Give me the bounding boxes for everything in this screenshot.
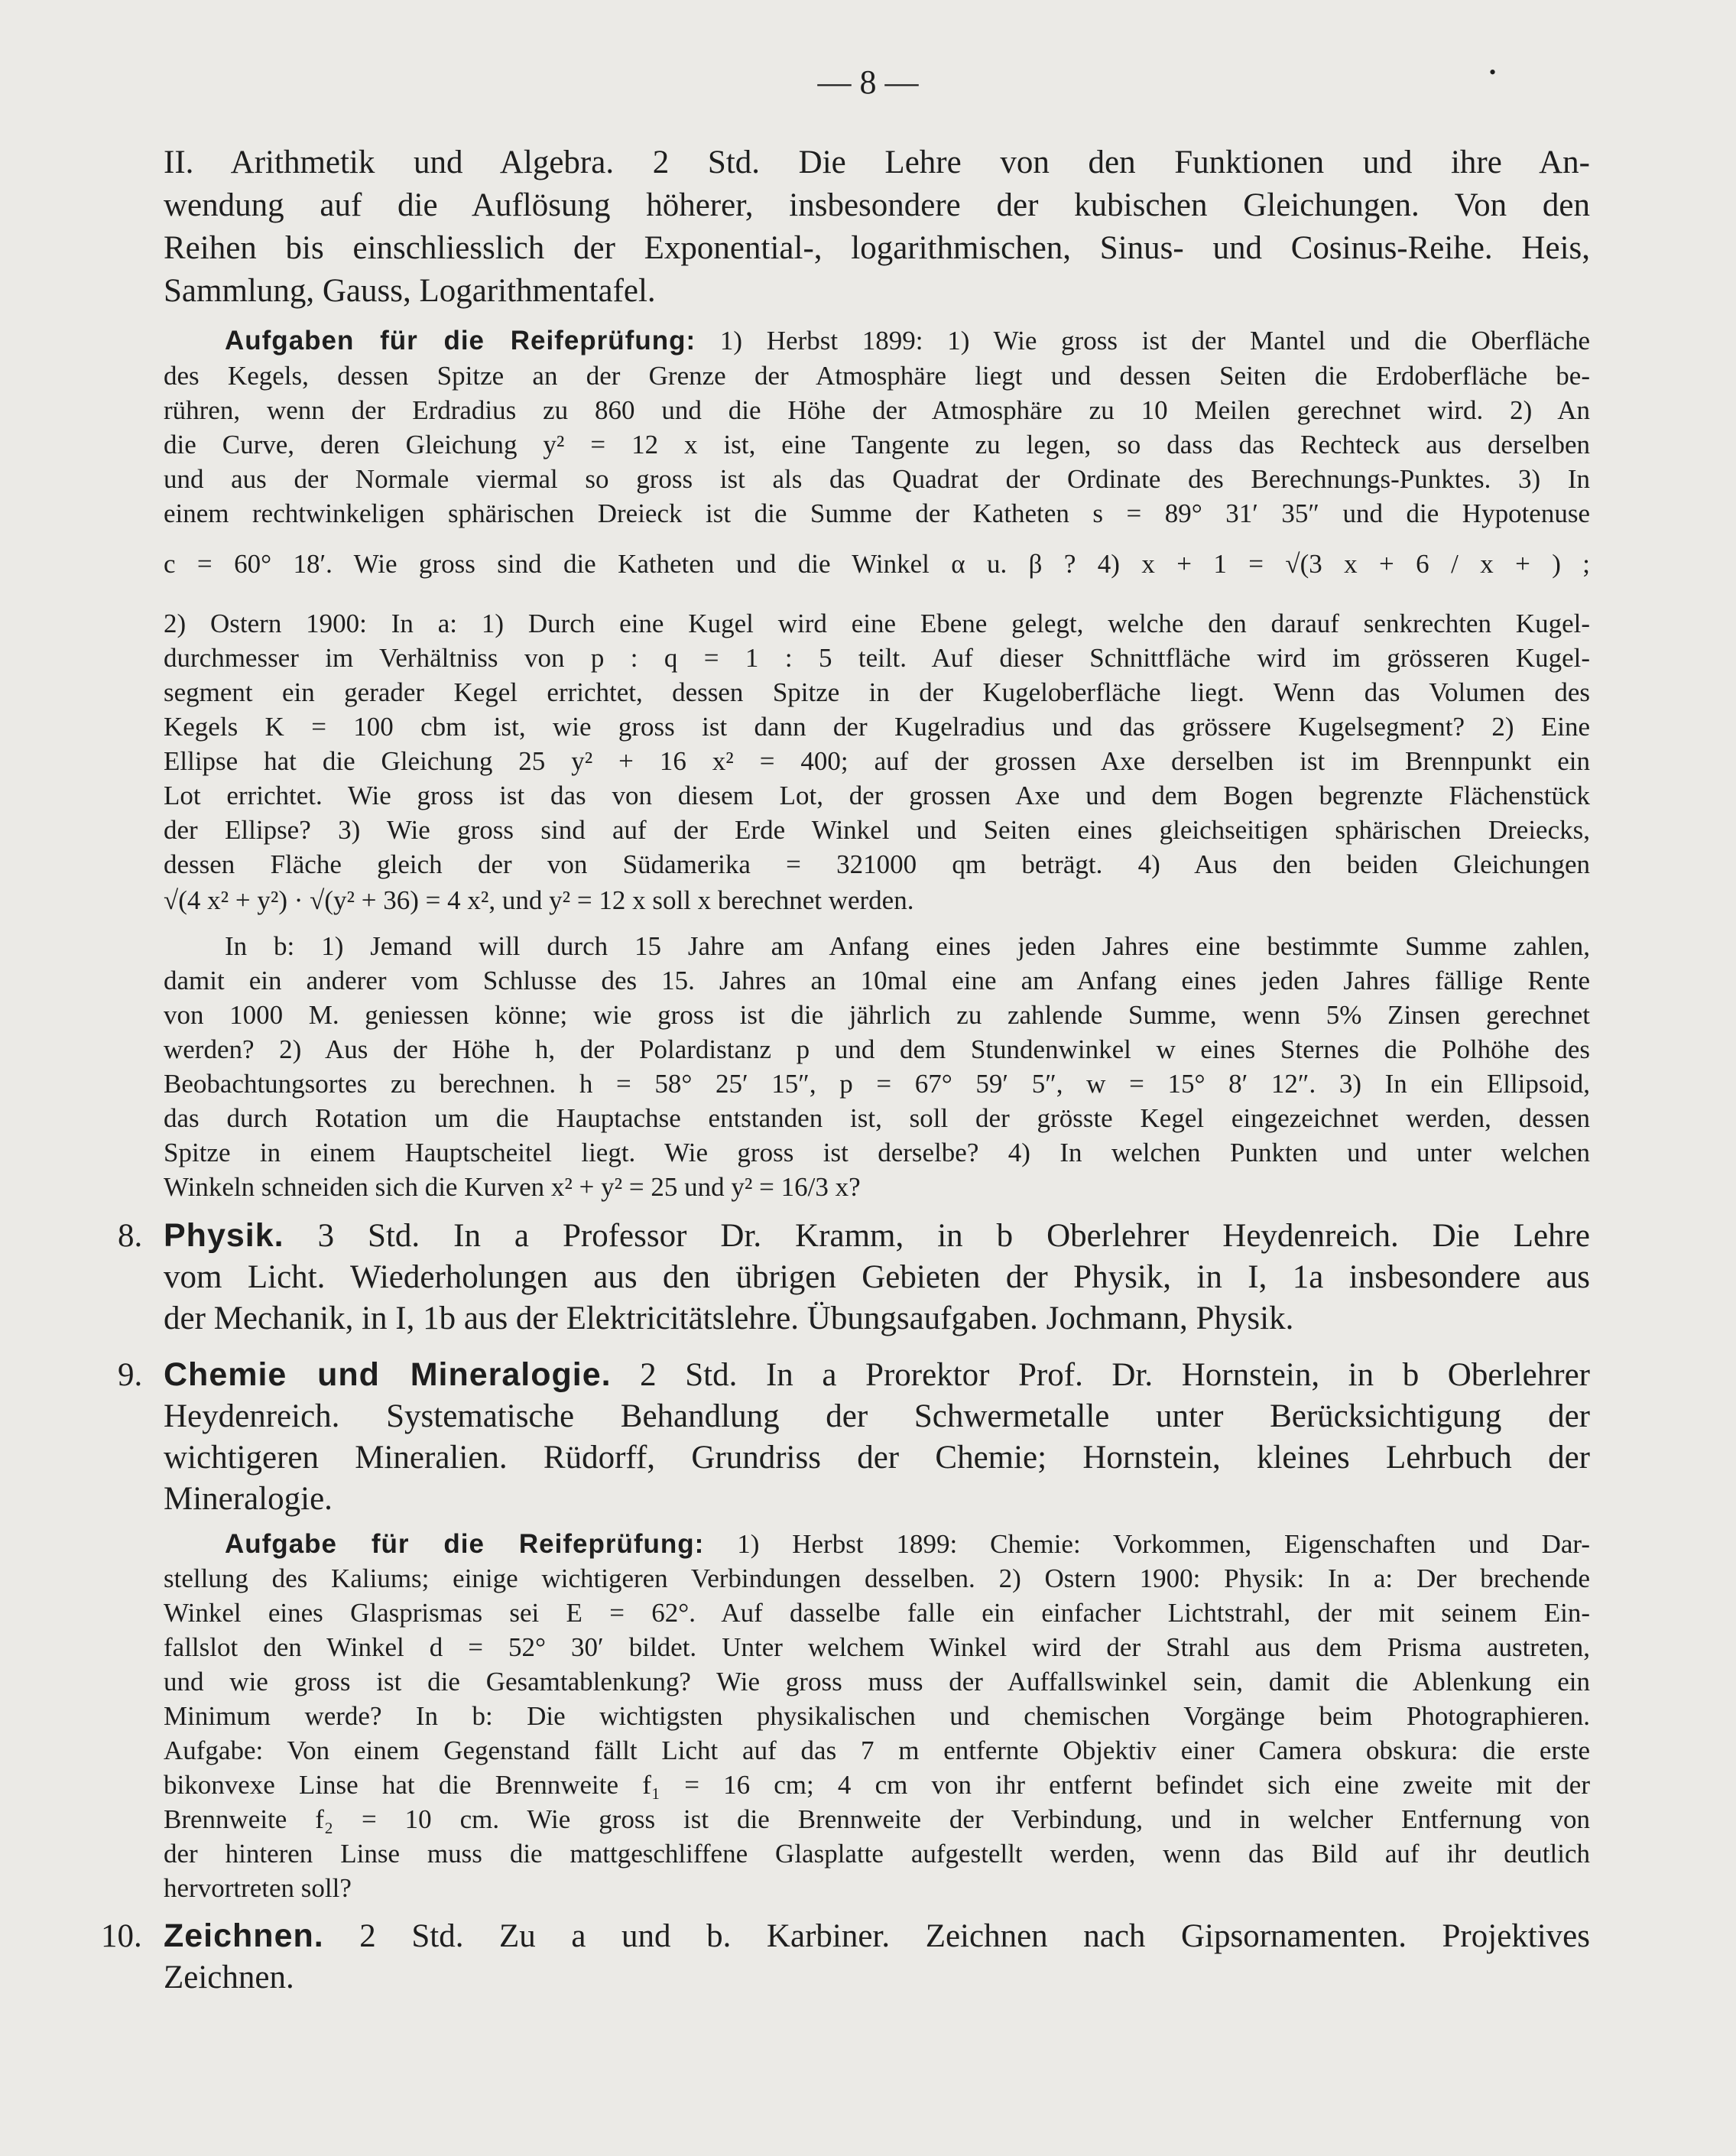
arith-tasks-line-24: Winkeln schneiden sich die Kurven x² + y² = 25 und y² = 16/3 x?	[164, 1172, 861, 1202]
arith-tasks-line-9: durchmesser im Verhältniss von p : q = 1 : 5 teilt. Auf dieser Schnittfläche wird im grösseren Kugel-	[164, 643, 1590, 673]
zeichnen-number: 10.	[101, 1918, 142, 1954]
chemie-tasks-line-4: fallslot den Winkel d = 52° 30′ bildet. Unter welchem Winkel wird der Strahl aus dem Prisma austreten,	[164, 1632, 1590, 1662]
chemie-tasks-line-7: Aufgabe: Von einem Gegenstand fällt Licht auf das 7 m entfernte Objektiv einer Camera obskura: die erste	[164, 1736, 1590, 1765]
chemie-tasks-line-1: 1) Herbst 1899: Chemie: Vorkommen, Eigenschaften und Dar-	[737, 1529, 1590, 1559]
arith-tasks-line-16: √(4 x² + y²) · √(y² + 36) = 4 x², und y² = 12 x soll x berechnet werden.	[164, 885, 914, 915]
zeichnen-line-1: 2 Std. Zu a und b. Karbiner. Zeichnen nach Gipsornamenten. Projektives	[359, 1918, 1590, 1954]
chemie-tasks-line-3: Winkel eines Glasprismas sei E = 62°. Auf dasselbe falle ein einfacher Lichtstrahl, der mit seinem Ein-	[164, 1598, 1590, 1628]
arith-tasks-line-23: Spitze in einem Hauptscheitel liegt. Wie gross ist derselbe? 4) In welchen Punkten und unter welchen	[164, 1138, 1590, 1167]
arith-tasks-line-2: des Kegels, dessen Spitze an der Grenze der Atmosphäre liegt und dessen Seiten die Erdoberfläche be-	[164, 361, 1590, 391]
arith-tasks-line-11: Kegels K = 100 cbm ist, wie gross ist dann der Kugelradius und das grössere Kugelsegment? 2) Eine	[164, 712, 1590, 742]
chemie-first-line	[164, 1356, 1590, 1394]
arith-tasks-line-6: einem rechtwinkeligen sphärischen Dreieck ist die Summe der Katheten s = 89° 31′ 35″ und die Hypotenuse	[164, 498, 1590, 528]
zeichnen-line-2: Zeichnen.	[164, 1960, 294, 1995]
chemie-tasks-line-2: stellung des Kaliums; einige wichtigeren Verbindungen desselben. 2) Ostern 1900: Physik: In a: Der brechende	[164, 1563, 1590, 1593]
physik-title: Physik.	[164, 1217, 284, 1254]
physik-number: 8.	[118, 1218, 143, 1254]
physik-first-line	[164, 1217, 1590, 1255]
arith-tasks-line-20: werden? 2) Aus der Höhe h, der Polardistanz p und dem Stundenwinkel w eines Sternes die Polhöhe des	[164, 1034, 1590, 1064]
chemie-tasks-line-6: Minimum werde? In b: Die wichtigsten physikalischen und chemischen Vorgänge beim Photographieren.	[164, 1701, 1590, 1731]
chemie-number: 9.	[118, 1357, 143, 1393]
arith-line-4: Sammlung, Gauss, Logarithmentafel.	[164, 273, 656, 309]
arith-line-3: Reihen bis einschliesslich der Exponential-, logarithmischen, Sinus- und Cosinus-Reihe. Heis,	[164, 230, 1590, 266]
chemie-tasks-heading: Aufgabe für die Reifeprüfung:	[225, 1529, 705, 1559]
zeichnen-title: Zeichnen.	[164, 1917, 324, 1954]
physik-line-2: vom Licht. Wiederholungen aus den übrigen Gebieten der Physik, in I, 1a insbesondere aus	[164, 1259, 1590, 1295]
arith-tasks-line-22: das durch Rotation um die Hauptachse entstanden ist, soll der grösste Kegel eingezeichnet werden, dessen	[164, 1103, 1590, 1133]
arith-tasks-heading: Aufgaben für die Reifeprüfung:	[225, 326, 696, 356]
chemie-line-2: Heydenreich. Systematische Behandlung der Schwermetalle unter Berücksichtigung der	[164, 1398, 1590, 1434]
arith-tasks-line-13: Lot errichtet. Wie gross ist das von diesem Lot, der grossen Axe und dem Bogen begrenzte Flächenstück	[164, 781, 1590, 810]
chemie-tasks-line-10: der hinteren Linse muss die mattgeschliffene Glasplatte aufgestellt werden, wenn das Bild auf ihr deutlich	[164, 1839, 1590, 1869]
print-dot: •	[1489, 61, 1497, 83]
arith-tasks-line-15: dessen Fläche gleich der von Südamerika = 321000 qm beträgt. 4) Aus den beiden Gleichungen	[164, 849, 1590, 879]
arith-tasks-line-17: In b: 1) Jemand will durch 15 Jahre am Anfang eines jeden Jahres eine bestimmte Summe zahlen,	[225, 931, 1590, 961]
arith-tasks-line-18: damit ein anderer vom Schlusse des 15. Jahres an 10mal eine am Anfang eines jeden Jahres fällige Rente	[164, 966, 1590, 995]
chemie-line-4: Mineralogie.	[164, 1481, 333, 1517]
arith-tasks-line-14: der Ellipse? 3) Wie gross sind auf der Erde Winkel und Seiten eines gleichseitigen sphärischen Dreiecks,	[164, 815, 1590, 845]
chemie-tasks-line-8: bikonvexe Linse hat die Brennweite f₁ = 16 cm; 4 cm von ihr entfernt befindet sich eine zweite mit der	[164, 1770, 1590, 1800]
chemie-tasks-line-5: und wie gross ist die Gesamtablenkung? Wie gross muss der Auffallswinkel sein, damit die Ablenkung ein	[164, 1667, 1590, 1697]
arith-tasks-line-12: Ellipse hat die Gleichung 25 y² + 16 x² = 400; auf der grossen Axe derselben ist im Brennpunkt ein	[164, 746, 1590, 776]
chemie-tasks-line-9: Brennweite f₂ = 10 cm. Wie gross ist die Brennweite der Verbindung, und in welcher Entfernung von	[164, 1804, 1590, 1834]
arith-tasks-line-8: 2) Ostern 1900: In a: 1) Durch eine Kugel wird eine Ebene gelegt, welche den darauf senkrechten Kugel-	[164, 609, 1590, 638]
arith-tasks-line-1: 1) Herbst 1899: 1) Wie gross ist der Mantel und die Oberfläche	[719, 326, 1591, 356]
arith-tasks-line-10: segment ein gerader Kegel errichtet, dessen Spitze in der Kugeloberfläche liegt. Wenn das Volumen des	[164, 677, 1590, 707]
arith-tasks-line-3: rühren, wenn der Erdradius zu 860 und die Höhe der Atmosphäre zu 10 Meilen gerechnet wird. 2) An	[164, 395, 1590, 425]
chemie-tasks-line-11: hervortreten soll?	[164, 1873, 352, 1903]
chemie-title: Chemie und Mineralogie.	[164, 1356, 612, 1393]
physik-line-1: 3 Std. In a Professor Dr. Kramm, in b Oberlehrer Heydenreich. Die Lehre	[317, 1218, 1590, 1254]
chemie-tasks-first-line	[225, 1529, 1590, 1560]
page-number: — 8 —	[817, 63, 919, 101]
zeichnen-first-line	[164, 1917, 1590, 1955]
arith-line-2: wendung auf die Auflösung höherer, insbesondere der kubischen Gleichungen. Von den	[164, 187, 1590, 223]
arith-tasks-line-5: und aus der Normale viermal so gross ist als das Quadrat der Ordinate des Berechnungs-Punktes. 3) In	[164, 464, 1590, 494]
arith-tasks-first-line	[225, 326, 1590, 356]
arith-tasks-line-7: c = 60° 18′. Wie gross sind die Katheten und die Winkel α u. β ? 4) x + 1 = √(3 x + 6 / x + ) ;	[164, 549, 1590, 579]
arith-tasks-line-21: Beobachtungsortes zu berechnen. h = 58° 25′ 15″, p = 67° 59′ 5″, w = 15° 8′ 12″. 3) In ein Ellipsoid,	[164, 1069, 1590, 1099]
physik-line-3: der Mechanik, in I, 1b aus der Elektricitätslehre. Übungsaufgaben. Jochmann, Physik.	[164, 1300, 1294, 1336]
arith-tasks-line-19: von 1000 M. geniessen könne; wie gross ist die jährlich zu zahlende Summe, wenn 5% Zinsen gerechnet	[164, 1000, 1590, 1030]
arith-tasks-line-4: die Curve, deren Gleichung y² = 12 x ist, eine Tangente zu legen, so dass das Rechteck aus derselben	[164, 430, 1590, 459]
arith-line-1: II. Arithmetik und Algebra. 2 Std. Die Lehre von den Funktionen und ihre An-	[164, 144, 1590, 180]
chemie-line-3: wichtigeren Mineralien. Rüdorff, Grundriss der Chemie; Hornstein, kleines Lehrbuch der	[164, 1440, 1590, 1476]
chemie-line-1: 2 Std. In a Prorektor Prof. Dr. Hornstein, in b Oberlehrer	[640, 1357, 1590, 1393]
